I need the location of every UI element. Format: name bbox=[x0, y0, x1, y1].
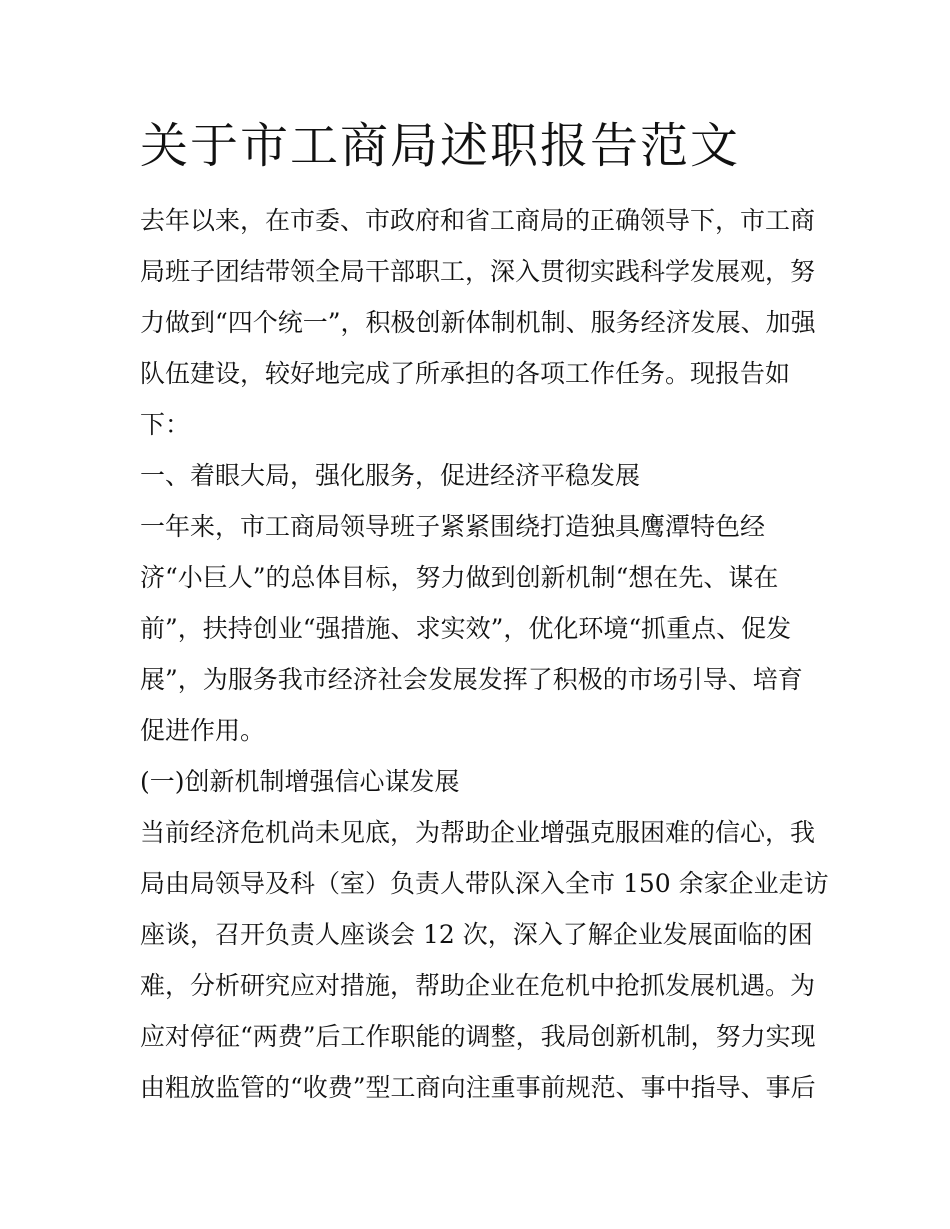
body-line: 济“小巨人”的总体目标，努力做到创新机制“想在先、谋在 bbox=[140, 563, 779, 592]
document-title: 关于市工商局述职报告范文 bbox=[140, 118, 741, 174]
body-line: 局班子团结带领全局干部职工，深入贯彻实践科学发展观，努 bbox=[140, 257, 816, 286]
section-heading: 一、着眼大局，强化服务，促进经济平稳发展 bbox=[140, 461, 641, 490]
body-line: 力做到“四个统一”，积极创新体制机制、服务经济发展、加强 bbox=[140, 308, 816, 337]
body-line: 座谈，召开负责人座谈会 12 次，深入了解企业发展面临的困 bbox=[140, 920, 813, 949]
body-line: 应对停征“两费”后工作职能的调整，我局创新机制，努力实现 bbox=[140, 1022, 816, 1051]
body-line: 当前经济危机尚未见底，为帮助企业增强克服困难的信心，我 bbox=[140, 818, 816, 847]
subsection-heading: (一)创新机制增强信心谋发展 bbox=[140, 767, 460, 796]
body-line: 前”，扶持创业“强措施、求实效”，优化环境“抓重点、促发 bbox=[140, 614, 792, 643]
body-line: 由粗放监管的“收费”型工商向注重事前规范、事中指导、事后 bbox=[140, 1073, 816, 1102]
body-line: 展”，为服务我市经济社会发展发挥了积极的市场引导、培育 bbox=[140, 665, 803, 694]
body-line: 难，分析研究应对措施，帮助企业在危机中抢抓发展机遇。为 bbox=[140, 971, 816, 1000]
body-line: 去年以来，在市委、市政府和省工商局的正确领导下，市工商 bbox=[140, 206, 816, 235]
body-line: 一年来，市工商局领导班子紧紧围绕打造独具鹰潭特色经 bbox=[140, 512, 766, 541]
body-line: 下： bbox=[140, 410, 191, 439]
body-line: 队伍建设，较好地完成了所承担的各项工作任务。现报告如 bbox=[140, 359, 791, 388]
body-line: 局由局领导及科（室）负责人带队深入全市 150 余家企业走访 bbox=[140, 869, 829, 898]
body-line: 促进作用。 bbox=[140, 716, 266, 745]
